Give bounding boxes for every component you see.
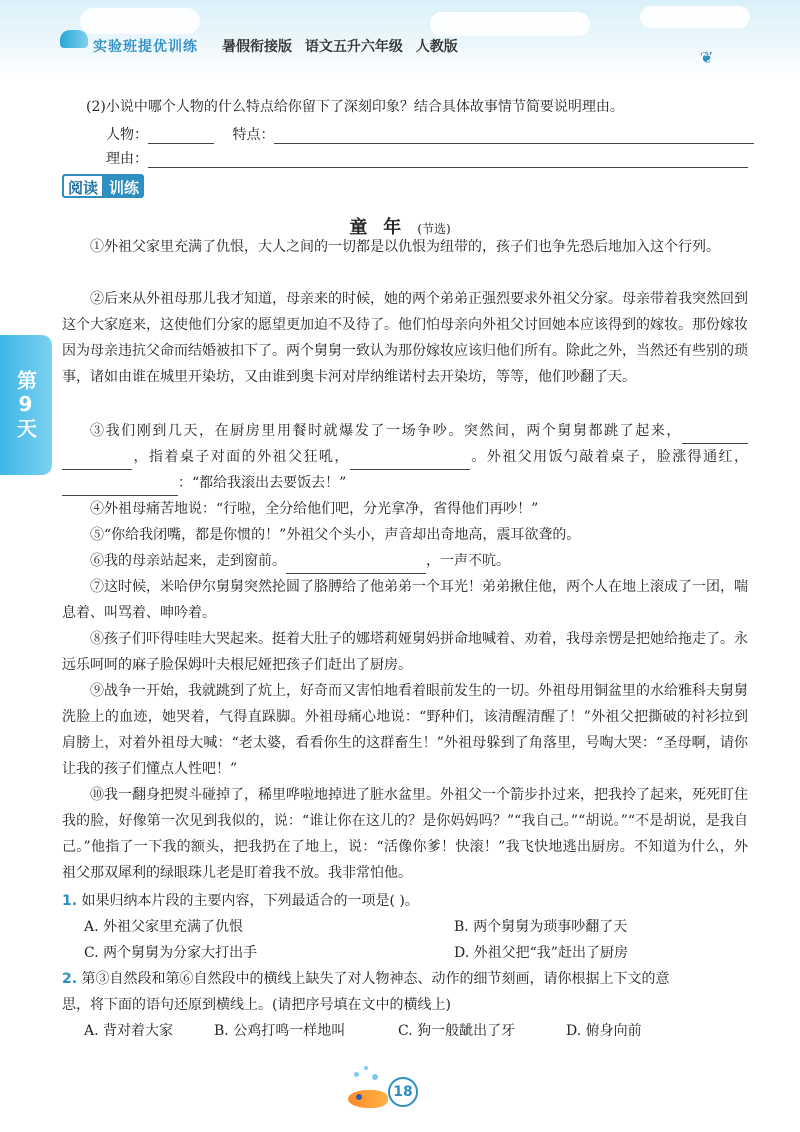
page-number: 18 [388,1077,418,1107]
paragraph-3-part-c: 。外祖父用饭勺敲着桌子，脸涨得通红， [469,449,749,465]
section-label-reading: 阅读 [62,174,104,198]
paragraph-3-part-a: ③我们刚到几天，在厨房里用餐时就爆发了一场争吵。突然间，两个舅舅都跳了起来， [90,423,682,439]
q1-option-c[interactable]: C. 两个舅舅为分家大打出手 [84,945,258,961]
question-2-text-line2: 思，将下面的语句还原到横线上。(请把序号填在文中的横线上) [62,997,451,1013]
person-row [106,124,754,144]
paragraph-10: ⑩我一翻身把熨斗碰掉了，稀里哗啦地掉进了脏水盆里。外祖父一个箭步扑过来，把我拎了起来，死死盯住我的脸，好像第一次见到我似的，说：“谁让你在这儿的？是你妈妈吗？”“我自己。”“胡说。”“不是胡说，是我自己。”他指了一下我的额头，把我扔在了地上，说：“活像你爹！快滚！”我飞快地逃出厨房。不知道为什么，外祖父那双犀利的绿眼珠儿老是盯着我不放。我非常怕他。 [62,787,748,881]
bubble-icon [364,1066,368,1070]
story-subtitle: (节选) [417,222,451,236]
paragraph-9: ⑨战争一开始，我就跳到了炕上，好奇而又害怕地看着眼前发生的一切。外祖母用铜盆里的水给雅科夫舅舅洗脸上的血迹，她哭着，气得直跺脚。外祖母痛心地说：“野种们，该清醒清醒了！”外祖父把撕破的衬衫拉到肩膀上，对着外祖母大喊：“老太婆，看看你生的这群畜生！”外祖母躲到了角落里，号啕大哭：“圣母啊，请你让我的孩子们懂点人性吧！” [62,683,748,777]
blank-3-1-cont[interactable] [62,455,132,470]
paragraph-6 [62,548,748,574]
question-1 [62,890,419,910]
paragraph-8: ⑧孩子们吓得哇哇大哭起来。挺着大肚子的娜塔莉娅舅妈拼命地喊着、劝着，我母亲愣是把她给拖走了。永远乐呵呵的麻子脸保姆叶夫根尼娅把孩子们赶出了厨房。 [62,631,748,673]
reason-row [106,148,748,168]
submarine-fish-icon [348,1090,388,1108]
blank-3-3[interactable] [62,481,178,496]
header-brand: 实验班提优训练 [93,39,198,55]
prev-question-text: (2)小说中哪个人物的什么特点给你留下了深刻印象？结合具体故事情节简要说明理由。 [86,99,624,115]
question-2-text-line1: 第③自然段和第⑥自然段中的横线上缺失了对人物神态、动作的细节刻画，请你根据上下文的意 [81,971,670,987]
paragraph-3-part-d: ：“都给我滚出去要饭去！” [178,475,347,491]
paragraph-3-part-b: ，指着桌子对面的外祖父狂吼， [132,449,350,465]
paragraph-7: ⑦这时候，米哈伊尔舅舅突然抡圆了胳膊给了他弟弟一个耳光！弟弟揪住他，两个人在地上滚成了一团，喘息着、叫骂着、呻吟着。 [62,579,748,621]
person-label: 人物： [106,127,148,143]
q1-option-a[interactable]: A. 外祖父家里充满了仇恨 [84,919,244,935]
paragraph-3 [62,418,748,496]
q1-option-d[interactable]: D. 外祖父把“我”赶出了厨房 [454,945,628,961]
paragraph-5: ⑤“你给我闭嘴，都是你惯的！”外祖父个头小，声音却出奇地高，震耳欲聋的。 [90,527,581,543]
blank-3-1[interactable] [682,429,748,444]
reason-label: 理由： [106,151,148,167]
story-title-text: 童年 [349,217,418,238]
paragraph-2: ②后来从外祖母那儿我才知道，母亲来的时候，她的两个弟弟正强烈要求外祖父分家。母亲带着我突然回到这个大家庭来，这使他们分家的愿望更加迫不及待了。他们怕母亲向外祖父讨回她本应该得到的嫁妆。那份嫁妆因为母亲违抗父命而结婚被扣下了。两个舅舅一致认为那份嫁妆应该归他们所有。除此之外，当然还有些别的琐事，诸如由谁在城里开染坊，又由谁到奥卡河对岸纳维诺村去开染坊，等等，他们吵翻了天。 [62,291,748,385]
day-tab: 第9天 [0,335,52,475]
trait-label: 特点： [232,127,275,143]
bubble-icon [372,1074,378,1080]
trait-blank[interactable] [274,129,754,144]
q2-option-a[interactable]: A. 背对着大家 [84,1023,174,1039]
leaf-icon: ❦ [700,48,714,67]
paragraph-1: ①外祖父家里充满了仇恨，大人之间的一切都是以仇恨为纽带的，孩子们也争先恐后地加入这个行列。 [90,239,720,255]
paragraph-4: ④外祖母痛苦地说：“行啦，全分给他们吧，分光拿净，省得他们再吵！” [90,501,539,517]
person-blank[interactable] [148,129,214,144]
reason-blank[interactable] [148,153,748,168]
paragraph-6-part-b: ，一声不吭。 [426,553,510,569]
q2-option-d[interactable]: D. 俯身向前 [566,1023,642,1039]
q2-option-c[interactable]: C. 狗一般龇出了牙 [398,1023,516,1039]
section-badge [62,174,144,198]
question-2 [62,968,670,988]
question-1-text: 如果归纳本片段的主要内容，下列最适合的一项是( )。 [81,893,419,909]
question-2-number: 2. [62,971,78,987]
section-label-training: 训练 [104,174,144,198]
q1-option-b[interactable]: B. 两个舅舅为琐事吵翻了天 [454,919,628,935]
bubble-icon [354,1072,359,1077]
fish-eye-icon [356,1094,362,1100]
q2-option-b[interactable]: B. 公鸡打鸣一样地叫 [214,1023,346,1039]
paragraph-6-part-a: ⑥我的母亲站起来，走到窗前。 [90,553,286,569]
question-1-number: 1. [62,893,78,909]
series-logo-icon [60,30,88,48]
header-meta: 暑假衔接版 语文五升六年级 人教版 [222,39,458,55]
blank-3-2[interactable] [350,455,470,470]
blank-6-1[interactable] [286,559,426,574]
